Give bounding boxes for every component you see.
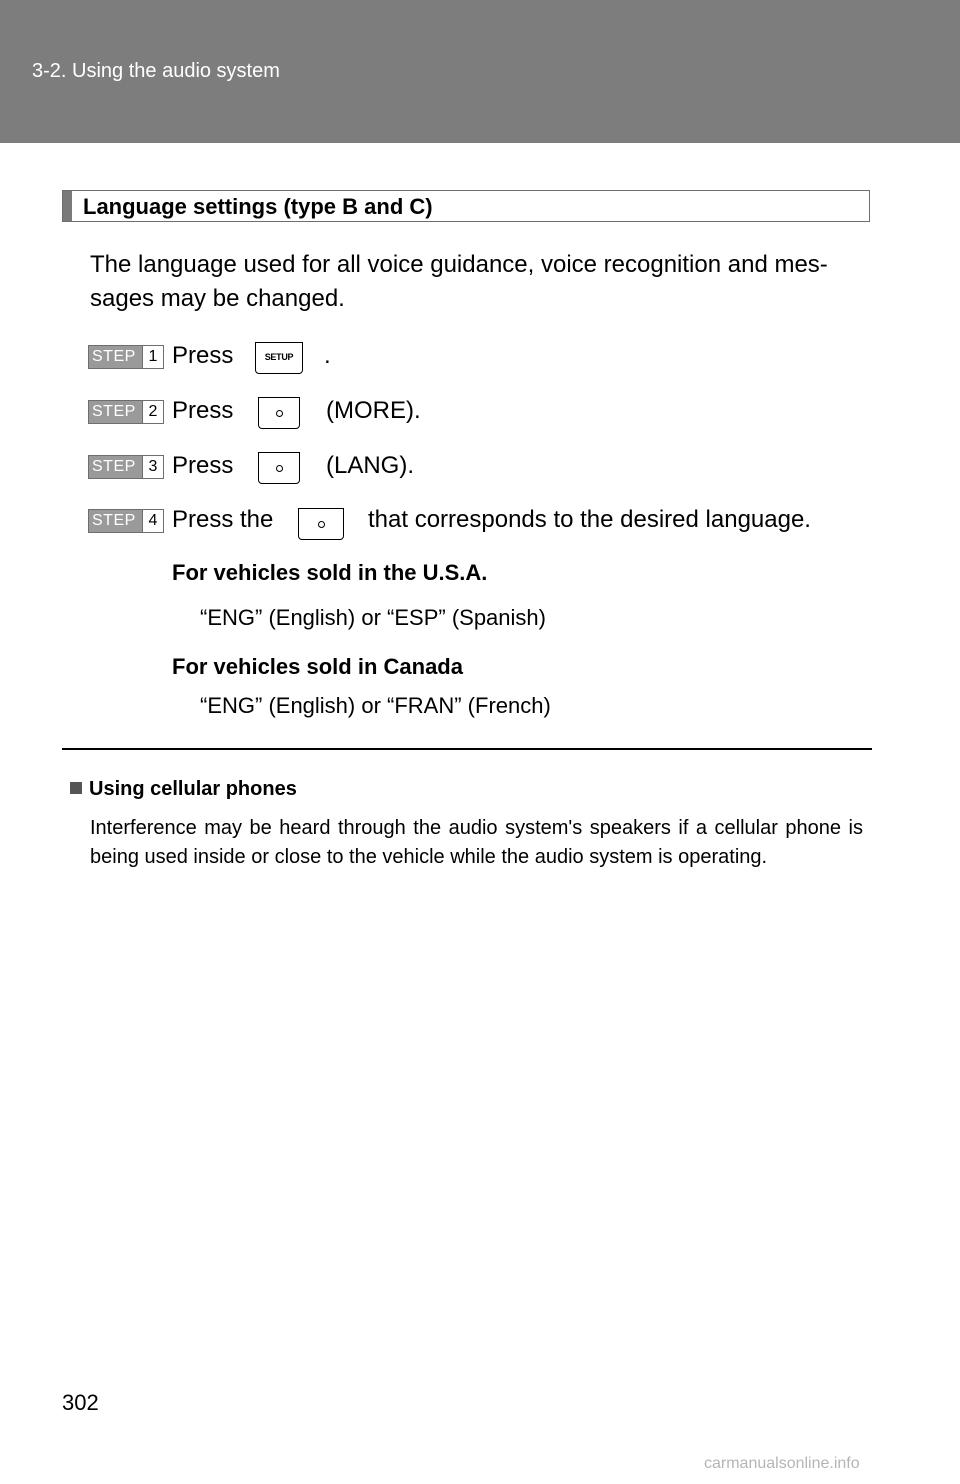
step-badge: STEP 4 [88,509,164,533]
region-text-usa: “ENG” (English) or “ESP” (Spanish) [200,605,546,630]
step-number: 1 [142,346,163,368]
screen-button-icon [258,397,300,429]
section-title-bar [62,190,870,222]
square-bullet-icon [70,782,82,794]
step-prefix: Press [172,397,234,424]
note-body: Interference may be heard through the audio system's speakers if a cellular phone is being used inside or close to the vehicle while the audio system is operating. [90,817,863,868]
intro-paragraph: The language used for all voice guidance, voice recognition and mes-sages may be changed. [90,251,828,312]
step-prefix: Press [172,452,234,479]
step-number: 3 [142,456,163,478]
step-3 [88,452,488,488]
step-2 [88,397,488,433]
step-number: 2 [142,401,163,423]
page-number: 302 [62,1390,99,1415]
chapter-title: 3-2. Using the audio system [32,60,280,82]
step-4 [88,506,878,542]
step-suffix: that corresponds to the desired language. [368,506,811,533]
section-divider [62,748,872,750]
step-badge: STEP 3 [88,455,164,479]
step-badge: STEP 1 [88,345,164,369]
section-accent-bar [63,191,72,221]
step-prefix: Press the [172,506,274,533]
step-badge: STEP 2 [88,400,164,424]
region-heading-usa: For vehicles sold in the U.S.A. [172,560,488,585]
step-suffix: . [324,342,331,369]
note-heading-text: Using cellular phones [89,778,297,800]
screen-button-icon [258,452,300,484]
step-number: 4 [142,510,163,532]
note-heading [70,778,297,801]
page-header [0,0,960,143]
setup-button-label: SETUP [264,352,294,362]
region-text-canada: “ENG” (English) or “FRAN” (French) [200,693,551,718]
step-1 [88,342,428,378]
section-title: Language settings (type B and C) [83,194,433,219]
watermark: carmanualsonline.info [704,1455,860,1472]
button-dot-icon [318,521,325,528]
step-suffix: (MORE). [326,397,421,424]
button-dot-icon [276,465,283,472]
setup-button-icon [255,342,303,374]
step-prefix: Press [172,342,234,369]
screen-button-icon [298,508,344,540]
button-dot-icon [276,410,283,417]
region-heading-canada: For vehicles sold in Canada [172,654,463,679]
step-suffix: (LANG). [326,452,415,479]
